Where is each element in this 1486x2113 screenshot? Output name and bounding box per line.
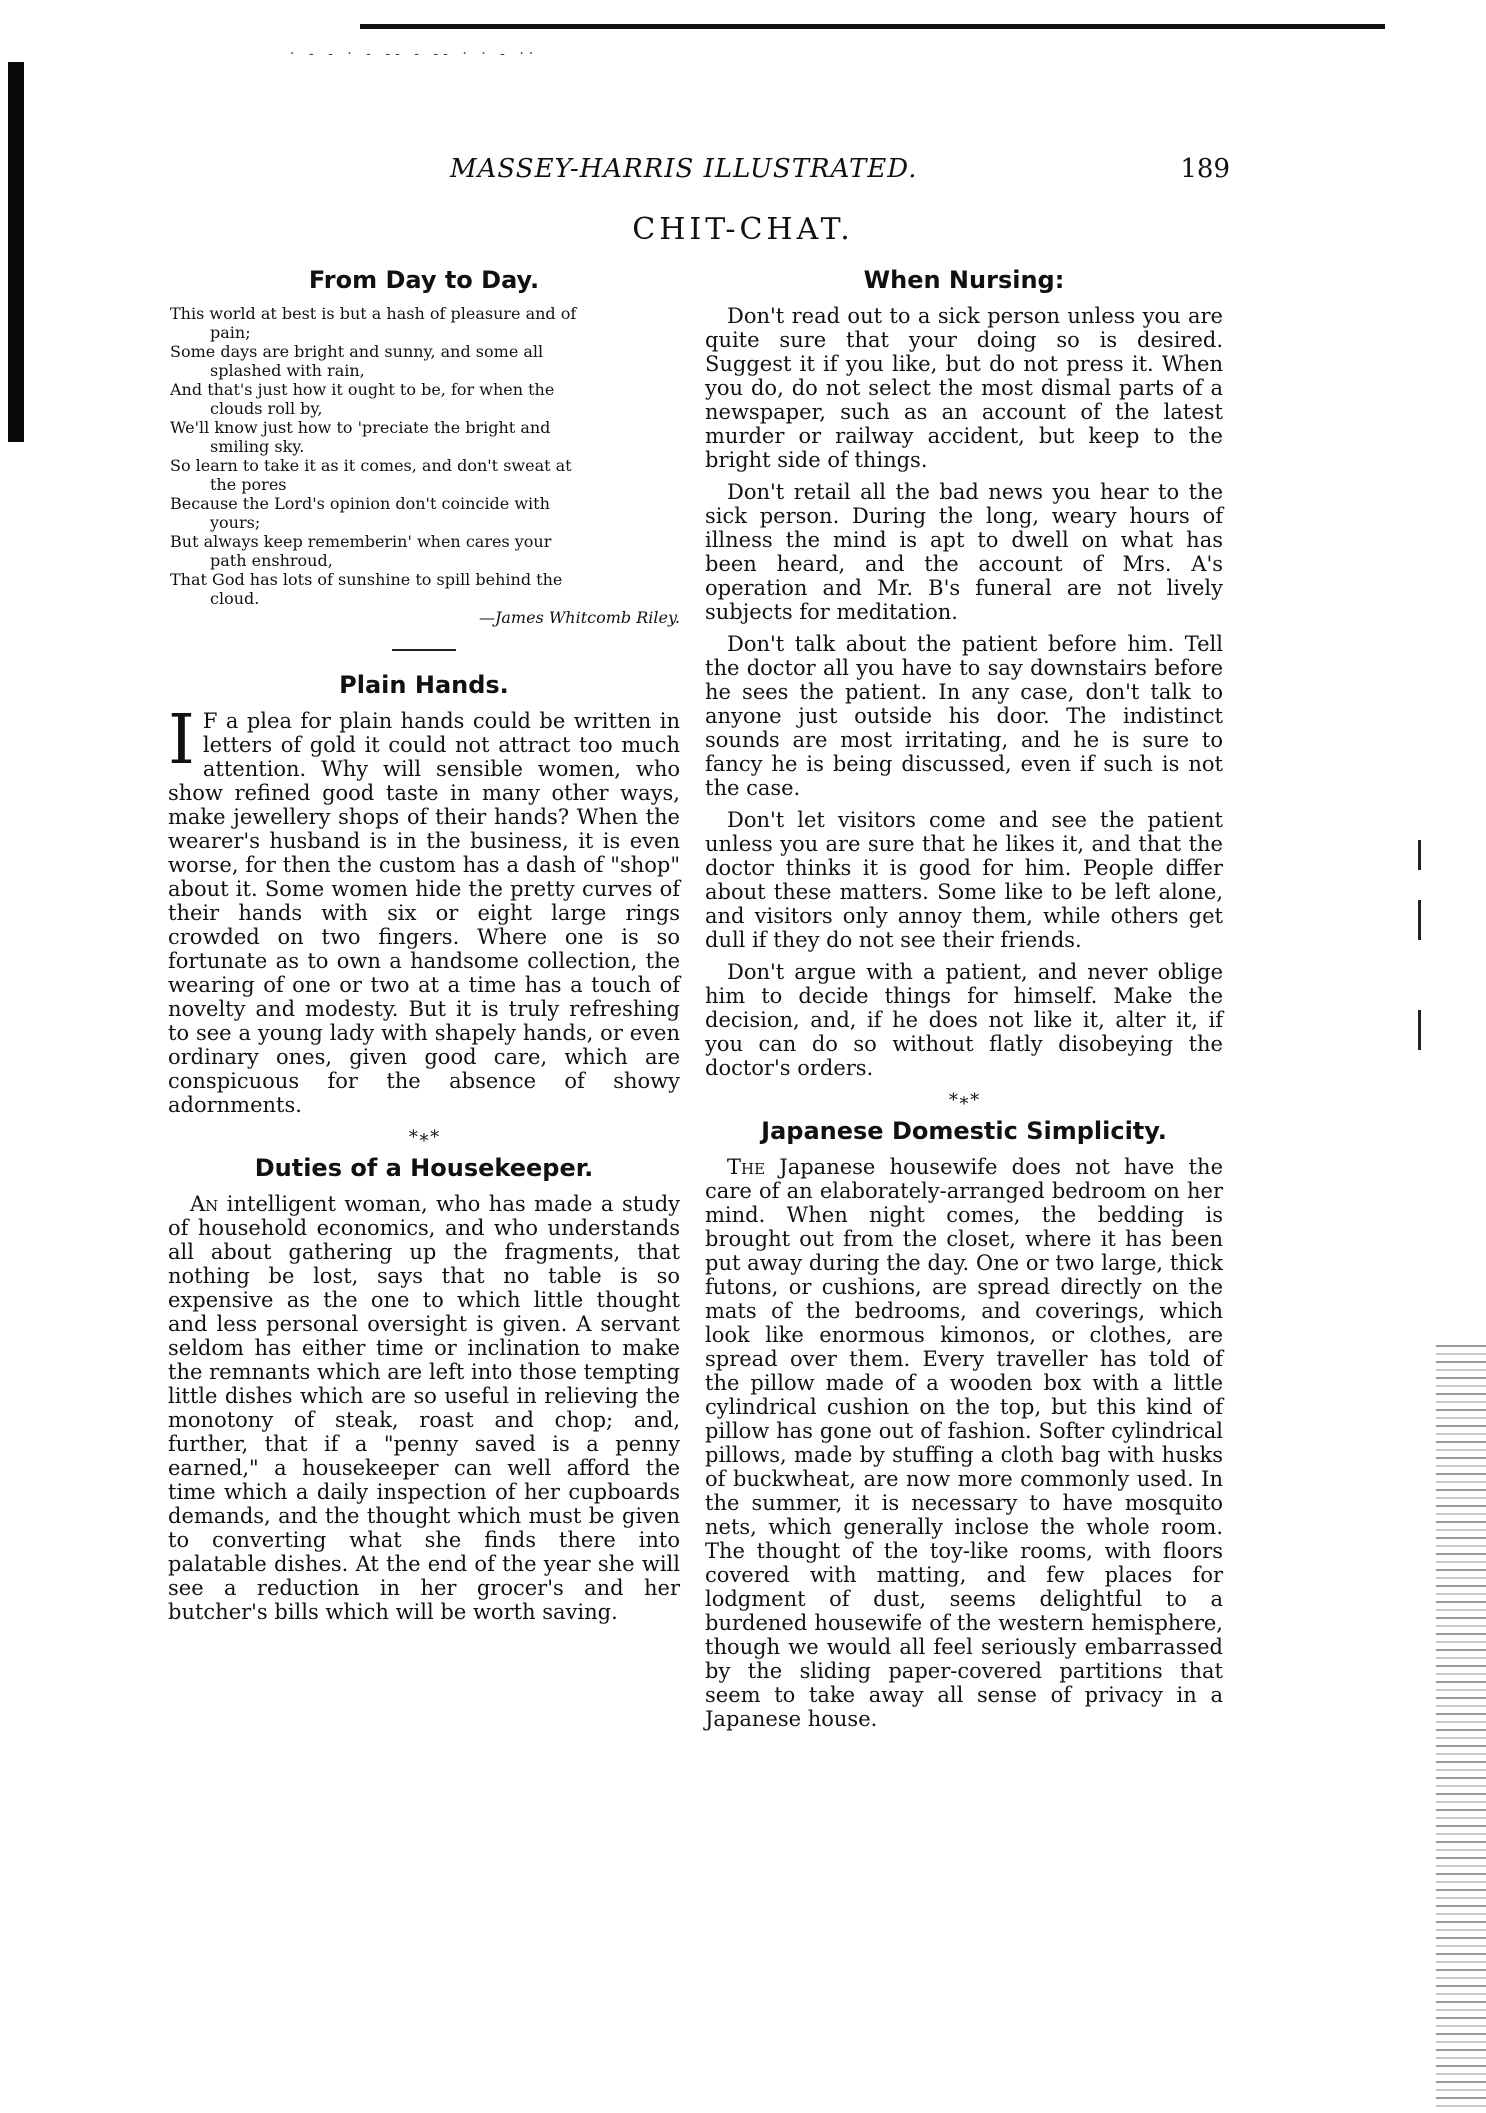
poem-line: And that's just how it ought to be, for when the	[170, 380, 555, 399]
nursing-paragraph: Don't read out to a sick person unless you are quite sure that your doing so is desired. Suggest it if you like, but do not press it. When you do, do not select the most dismal parts of a newspaper, such as an account of the latest murder or railway accident, but keep to the bright side of things.	[705, 304, 1223, 472]
japanese-text: Japanese housewife does not have the care of an elaborately-arranged bedroom on her mind. When night comes, the bedding is brought out from the closet, where it has been put away during the day. One or two large, thick futons, or cushions, are spread directly on the mats of the bedrooms, and coverings, which look like enormous kimonos, or clothes, are spread over them. Every traveller has told of the pillow made of a wooden box with a little cylindrical cushion on the top, but this kind of pillow has gone out of fashion. Softer cylindrical pillows, made by stuffing a cloth bag with husks of buckwheat, are now more commonly used. In the summer, it is necessary to have mosquito nets, which generally inclose the whole room. The thought of the toy-like rooms, with floors covered with matting, and few places for lodgment of dust, seems delightful to a burdened housewife of the western hemisphere, though we would all feel seriously embarrassed by the sliding paper-covered partitions that seem to take away all sense of privacy in a Japanese house.	[705, 1155, 1223, 1731]
margin-mark	[1418, 840, 1421, 870]
ornament-stars: *∗*	[948, 1090, 980, 1111]
poem-line: But always keep rememberin' when cares your	[170, 532, 552, 551]
duties-text: intelligent woman, who has made a study of household economics, and who understands all about gathering up the fragments, that nothing be lost, says that no table is so expensive as the one to which little thought and less personal oversight is given. A servant seldom has either time or inclination to make the remnants which are left into those tempting little dishes which are so useful in relieving the monotony of steak, roast and chop; and, further, that if a "penny saved is a penny earned," a housekeeper can well afford the time which a daily inspection of her cupboards demands, and the thought which must be given to converting what she finds there into palatable dishes. At the end of the year she will see a reduction in her grocer's and her butcher's bills which will be worth saving.	[168, 1192, 680, 1624]
ornament-stars: *∗*	[408, 1127, 440, 1148]
poem-line: splashed with rain,	[210, 361, 365, 380]
poem-line: path enshroud,	[210, 551, 333, 570]
section-title: CHIT-CHAT.	[632, 212, 854, 247]
poem-title: From Day to Day.	[308, 266, 540, 294]
plain-hands-text: F a plea for plain hands could be written in letters of gold it could not attract too much attention. Why will sensible women, who show refined good taste in many other ways, make jewellery shops of their hands? When the wearer's husband is in the business, it is even worse, for then the custom has a dash of "shop" about it. Some women hide the pretty curves of their hands with six or eight large rings crowded on two fingers. Where one is so fortunate as to own a handsome collection, the wearing of one or two at a time has a touch of novelty and modesty. But it is truly refreshing to see a young lady with shapely hands, or even ordinary ones, given good care, which are conspicuous for the absence of showy adornments.	[168, 709, 680, 1117]
print-specks: · - - · - -- - -- · · - ··	[290, 46, 539, 62]
page-number: 189	[1180, 154, 1230, 184]
poem-line: clouds roll by,	[210, 399, 323, 418]
poem-line: That God has lots of sunshine to spill behind the	[170, 570, 563, 589]
journal-title: MASSEY-HARRIS ILLUSTRATED.	[450, 154, 918, 184]
poem-line: smiling sky.	[210, 437, 305, 456]
poem-line: pain;	[210, 323, 251, 342]
top-rule	[360, 24, 1385, 29]
poem-line: cloud.	[210, 589, 260, 608]
article-title-nursing: When Nursing:	[863, 266, 1065, 294]
nursing-paragraph: Don't let visitors come and see the patient unless you are sure that he likes it, and that the doctor thinks it is good for him. People differ about these matters. Some like to be left alone, and visitors only annoy them, while others get dull if they do not see their friends.	[705, 808, 1223, 952]
section-divider	[392, 649, 456, 651]
poem-line: So learn to take it as it comes, and don't sweat at	[170, 456, 572, 475]
left-column	[168, 260, 680, 1632]
nursing-paragraph: Don't retail all the bad news you hear to the sick person. During the long, weary hours of illness the mind is apt to dwell on what has been heard, and the account of Mrs. A's operation and Mr. B's funeral are not lively subjects for meditation.	[705, 480, 1223, 624]
poem-line: This world at best is but a hash of pleasure and of	[170, 304, 577, 323]
article-body-duties	[168, 1192, 680, 1624]
poem-line: Some days are bright and sunny, and some all	[170, 342, 544, 361]
margin-mark	[1418, 1010, 1421, 1050]
poem-line: We'll know just how to 'preciate the bright and	[170, 418, 551, 437]
article-title-plain-hands: Plain Hands.	[339, 671, 509, 699]
scan-edge-texture	[1436, 1340, 1486, 2113]
scan-edge-bar	[8, 62, 24, 442]
article-body-japanese	[705, 1155, 1223, 1731]
lead-word: An	[190, 1192, 219, 1216]
margin-mark	[1418, 900, 1421, 940]
poem-line: the pores	[210, 475, 287, 494]
right-column	[705, 260, 1223, 1739]
article-body-plain-hands	[168, 701, 680, 1117]
running-header	[450, 154, 1250, 190]
nursing-paragraph: Don't talk about the patient before him. Tell the doctor all you have to say downstairs before he sees the patient. In any case, don't talk to anyone just outside his door. The indistinct sounds are most irritating, and he is sure to fancy he is being discussed, even if such is not the case.	[705, 632, 1223, 800]
poem-line: yours;	[210, 513, 261, 532]
poem-line: Because the Lord's opinion don't coincide with	[170, 494, 550, 513]
poem-author: —James Whitcomb Riley.	[478, 608, 680, 627]
article-title-japanese: Japanese Domestic Simplicity.	[761, 1117, 1167, 1145]
poem-body	[170, 304, 680, 627]
article-title-duties: Duties of a Housekeeper.	[254, 1154, 594, 1182]
nursing-paragraph: Don't argue with a patient, and never oblige him to decide things for himself. Make the decision, and, if he does not like it, alter it, if you can do so without flatly disobeying the doctor's orders.	[705, 960, 1223, 1080]
drop-cap: I	[168, 701, 195, 780]
lead-word: The	[727, 1155, 766, 1179]
